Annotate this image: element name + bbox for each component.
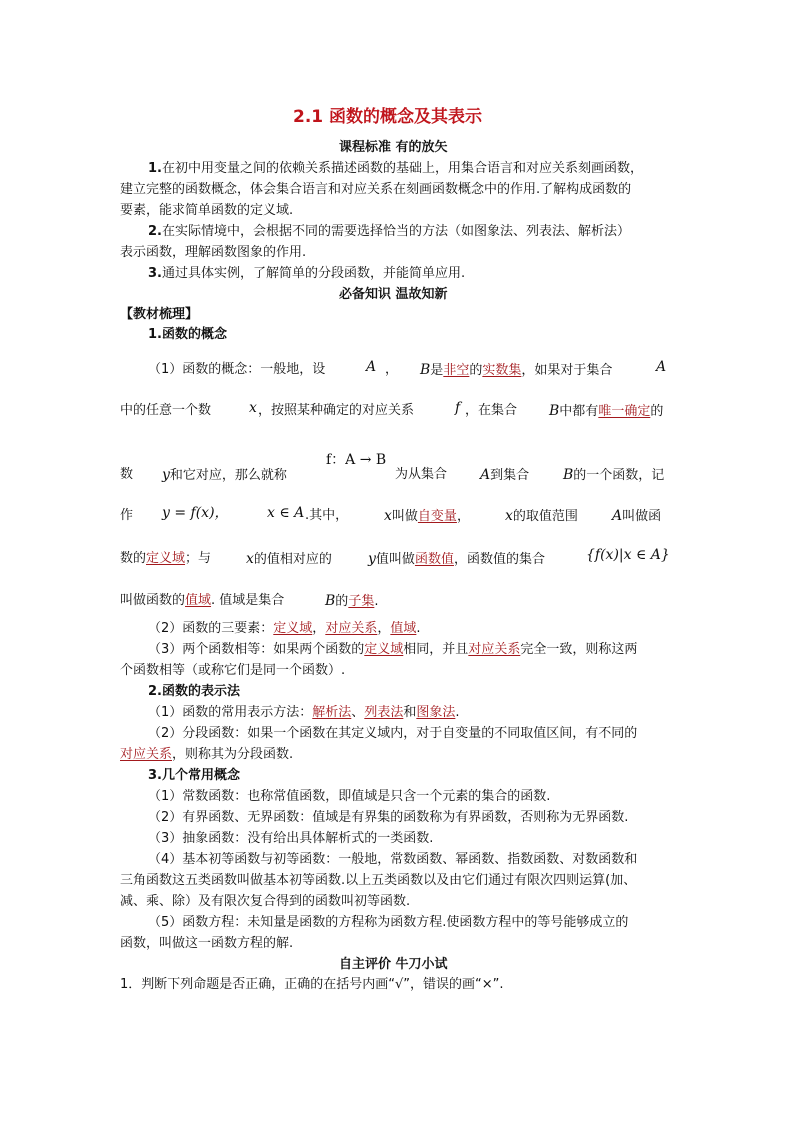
concept-line-4c: x叫做自变量， [384, 508, 470, 524]
concept-line-4b: .其中， [305, 508, 349, 523]
concept-line-4: 作 [120, 508, 134, 523]
concept-line-3d: A到集合 [480, 467, 530, 483]
concept-line-2: 中的任意一个数 [120, 403, 212, 418]
comma: ， [385, 362, 399, 377]
math-var-x: x [249, 400, 257, 416]
concept-line-4d: x的取值范围 [505, 508, 578, 524]
concept-elementary-line-2: 三角函数这五类函数叫做基本初等函数.以上五类函数以及由它们通过有限次四则运算(加、 [120, 873, 637, 888]
concept-line-5b: x的值相对应的 [246, 551, 332, 567]
concept-equation-line-1: （5）函数方程：未知量是函数的方程称为函数方程.使函数方程中的等号能够成立的 [148, 915, 629, 930]
concept-line-3c: 为从集合 [395, 467, 448, 482]
standard-3-line-1: 3.通过具体实例，了解简单的分段函数，并能简单应用. [148, 266, 466, 281]
math-func-f: f [455, 400, 461, 416]
subsection-label-textbook: 【教材梳理】 [120, 307, 199, 322]
standard-2-line-2: 表示函数，理解函数图象的作用. [120, 245, 307, 260]
concept-line-6b: B的子集. [325, 593, 379, 609]
equal-functions-line-1: （3）两个函数相等：如果两个函数的定义域相同，并且对应关系完全一致，则称这两 [148, 642, 638, 657]
concept-abstract: （3）抽象函数：没有给出具体解析式的一类函数. [148, 831, 434, 846]
concept-line-6: 叫做函数的值域. 值域是集合 [120, 593, 285, 608]
section-heading-evaluation: 自主评价 牛刀小试 [339, 957, 448, 972]
standard-1-line-1: 1.在初中用变量之间的依赖关系描述函数的基础上，用集合语言和对应关系刻画函数， [148, 161, 643, 176]
standard-1-line-2: 建立完整的函数概念，体会集合语言和对应关系在刻画函数概念中的作用.了解构成函数的 [120, 182, 632, 197]
concept-elementary-line-3: 减、乘、除）及有限次复合得到的函数叫初等函数. [120, 894, 411, 909]
equal-functions-line-2: 个函数相等（或称它们是同一个函数）. [120, 663, 346, 678]
math-x-in-a: x ∈ A [267, 505, 305, 521]
math-mapping: f：A → B [326, 452, 387, 468]
concept-line-2b: ，按照某种确定的对应关系 [258, 403, 415, 418]
concept-line-4e: A叫做函 [612, 508, 662, 524]
page-title: 2.1 函数的概念及其表示 [293, 107, 483, 127]
concept-line-5: 数的定义域；与 [120, 551, 212, 566]
concept-line-3: 数 [120, 467, 134, 482]
three-elements-line: （2）函数的三要素：定义域，对应关系，值域. [148, 621, 421, 636]
concept-elementary-line-1: （4）基本初等函数与初等函数：一般地，常数函数、幂函数、指数函数、对数函数和 [148, 852, 638, 867]
concept-line-3e: B的一个函数，记 [563, 467, 665, 483]
heading-representation: 2.函数的表示法 [148, 684, 240, 699]
concept-bounded: （2）有界函数、无界函数：值域是有界集的函数称为有界函数，否则称为无界函数. [148, 810, 629, 825]
math-set-a-2: A [656, 359, 667, 375]
concept-equation-line-2: 函数，叫做这一函数方程的解. [120, 936, 294, 951]
concept-line-3b: y和它对应，那么就称 [162, 467, 287, 483]
heading-function-concept: 1.函数的概念 [148, 327, 227, 342]
standard-1-line-3: 要素，能求简单函数的定义域. [120, 203, 294, 218]
math-set-a: A [366, 359, 377, 375]
concept-constant: （1）常数函数：也称常值函数，即值域是只含一个元素的集合的函数. [148, 789, 551, 804]
concept-line-2c: ，在集合 [465, 403, 518, 418]
section-heading-knowledge: 必备知识 温故知新 [339, 287, 448, 302]
standard-2-line-1: 2.在实际情境中，会根据不同的需要选择恰当的方法（如图象法、列表法、解析法） [148, 224, 630, 239]
section-heading-standards: 课程标准 有的放矢 [339, 140, 448, 155]
exercise-1: 1．判断下列命题是否正确，正确的在括号内画“√”，错误的画“×”. [120, 977, 504, 992]
piecewise-line-1: （2）分段函数：如果一个函数在其定义域内，对于自变量的不同取值区间，有不同的 [148, 726, 638, 741]
concept-line-1b: B是非空的实数集，如果对于集合 [420, 362, 613, 378]
math-range-set: {f(x)|x ∈ A} [586, 547, 670, 563]
concept-line-2d: B中都有唯一确定的 [549, 403, 664, 419]
representation-line-1: （1）函数的常用表示方法：解析法、列表法和图象法. [148, 705, 460, 720]
concept-line-1: （1）函数的概念：一般地，设 [148, 362, 326, 377]
piecewise-line-2: 对应关系，则称其为分段函数. [120, 747, 294, 762]
concept-line-5c: y值叫做函数值，函数值的集合 [368, 551, 545, 567]
heading-common-concepts: 3.几个常用概念 [148, 768, 240, 783]
math-y-equals-fx: y = f(x)， [162, 505, 229, 521]
